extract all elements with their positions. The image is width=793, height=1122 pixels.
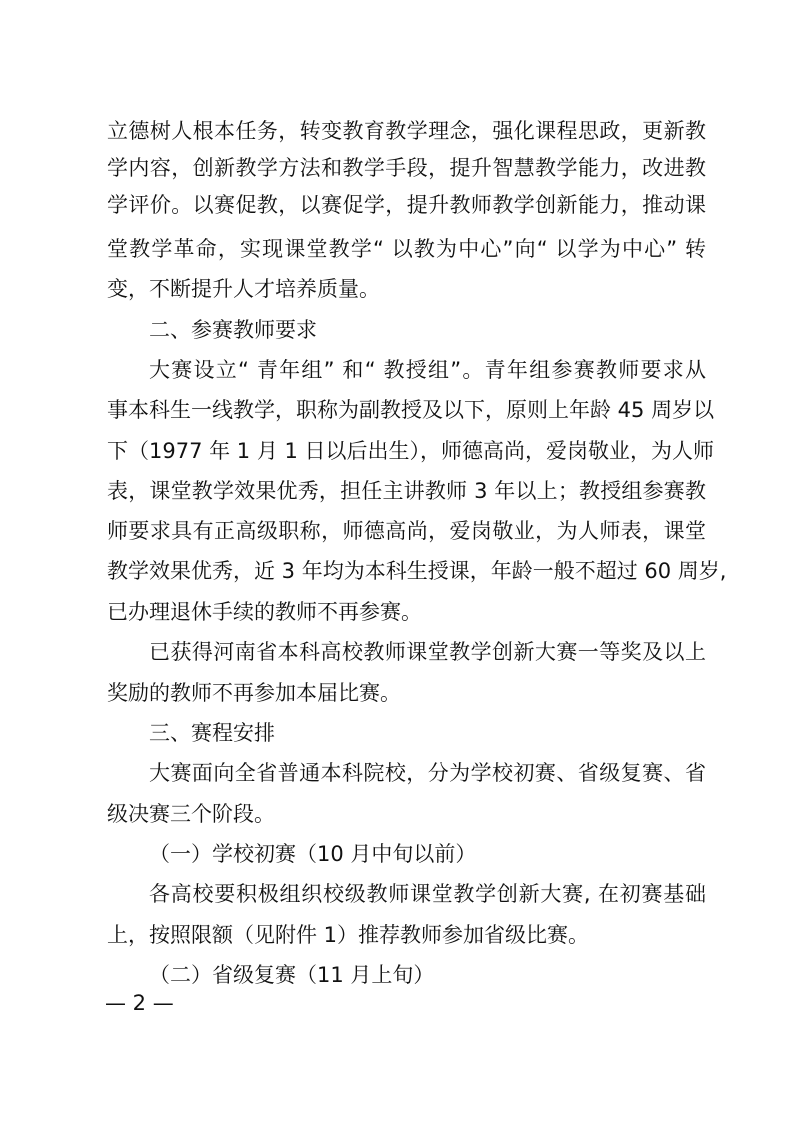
subsection-heading-text: （二）省级复赛（11 月上旬） — [149, 963, 435, 987]
paragraph-line — [0, 390, 793, 430]
paragraph-text: 学内容，创新教学方法和教学手段，提升智慧教学能力，改进教 — [107, 156, 706, 180]
paragraph-line — [0, 632, 793, 672]
subsection-heading — [0, 834, 793, 874]
paragraph-line — [0, 673, 793, 713]
section-heading-text: 二、参赛教师要求 — [149, 318, 317, 342]
paragraph-text: 大赛面向全省普通本科院校，分为学校初赛、省级复赛、省 — [149, 761, 706, 785]
paragraph-text: 奖励的教师不再参加本届比赛。 — [107, 681, 401, 705]
paragraph-line — [0, 111, 793, 151]
paragraph-text: 表，课堂教学效果优秀，担任主讲教师 3 年以上；教授组参赛教 — [107, 479, 706, 503]
paragraph-line — [0, 350, 793, 390]
paragraph-line — [0, 753, 793, 793]
paragraph-text: 各高校要积极组织校级教师课堂教学创新大赛, 在初赛基础 — [149, 882, 706, 906]
paragraph-text: 变，不断提升人才培养质量。 — [107, 277, 380, 301]
paragraph-line — [0, 229, 793, 269]
paragraph-text: 上，按照限额（见附件 1）推荐教师参加省级比赛。 — [107, 923, 590, 947]
paragraph-text: 堂教学革命，实现课堂教学“ 以教为中心”向“ 以学为中心” 转 — [107, 237, 706, 261]
paragraph-line — [0, 269, 793, 309]
paragraph-line — [0, 431, 793, 471]
paragraph-text: 下（1977 年 1 月 1 日以后出生），师德高尚，爱岗敬业，为人师 — [107, 439, 715, 463]
section-heading — [0, 310, 793, 350]
paragraph-line — [0, 185, 793, 225]
paragraph-text: 已获得河南省本科高校教师课堂教学创新大赛一等奖及以上 — [149, 640, 706, 664]
paragraph-text: 已办理退休手续的教师不再参赛。 — [107, 600, 422, 624]
paragraph-line — [0, 874, 793, 914]
paragraph-line — [0, 471, 793, 511]
paragraph-text: 学评价。以赛促教，以赛促学，提升教师教学创新能力，推动课 — [107, 193, 706, 217]
section-heading — [0, 713, 793, 753]
paragraph-line — [0, 592, 793, 632]
paragraph-text: 级决赛三个阶段。 — [107, 802, 275, 826]
section-heading-text: 三、赛程安排 — [149, 721, 275, 745]
page-number: — 2 — — [105, 991, 174, 1015]
paragraph-line — [0, 148, 793, 188]
paragraph-text: 大赛设立“ 青年组” 和“ 教授组”。青年组参赛教师要求从 — [149, 358, 706, 382]
paragraph-line — [0, 551, 793, 591]
paragraph-line — [0, 915, 793, 955]
paragraph-text: 教学效果优秀，近 3 年均为本科生授课，年龄一般不超过 60 周岁, — [107, 559, 727, 583]
paragraph-text: 师要求具有正高级职称，师德高尚，爱岗敬业，为人师表，课堂 — [107, 519, 706, 543]
paragraph-text: 立德树人根本任务，转变教育教学理念，强化课程思政，更新教 — [107, 119, 706, 143]
subsection-heading-text: （一）学校初赛（10 月中旬以前） — [149, 842, 477, 866]
paragraph-text: 事本科生一线教学，职称为副教授及以下，原则上年龄 45 周岁以 — [107, 398, 715, 422]
paragraph-line — [0, 511, 793, 551]
paragraph-line — [0, 794, 793, 834]
